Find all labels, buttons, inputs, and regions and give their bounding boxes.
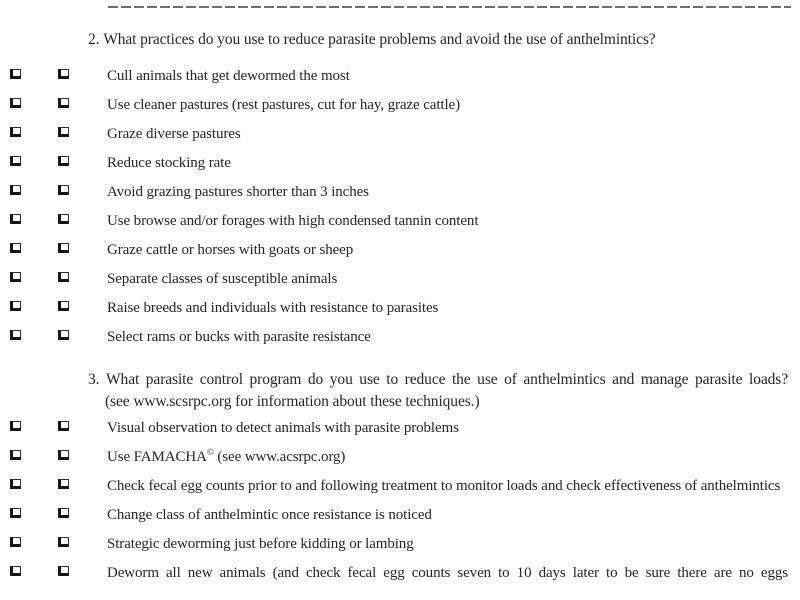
col1-checkbox[interactable] xyxy=(10,508,21,518)
question-3-text: What parasite control program do you use to reduce the use of anthelmintics and manage parasite loads? xyxy=(106,371,788,388)
item-label: Graze cattle or horses with goats or sheep xyxy=(107,242,354,258)
checklist-item xyxy=(0,563,800,583)
checklist-item xyxy=(0,95,800,115)
page-content xyxy=(0,29,800,592)
checklist-item xyxy=(0,211,800,231)
col1-checkbox[interactable] xyxy=(10,450,21,460)
question-2-text: What practices do you use to reduce parasite problems and avoid the use of anthelmintics? xyxy=(103,31,656,48)
col2-checkbox[interactable] xyxy=(58,98,69,108)
col2-checkbox[interactable] xyxy=(58,185,69,195)
item-label: Graze diverse pastures xyxy=(107,126,241,142)
item-label: Strategic deworming just before kidding or lambing xyxy=(107,536,414,552)
col2-checkbox[interactable] xyxy=(58,127,69,137)
question-3-note: (see www.scsrpc.org for information about these techniques.) xyxy=(105,393,480,410)
item-label: Use cleaner pastures (rest pastures, cut for hay, graze cattle) xyxy=(107,97,460,113)
item-label: Avoid grazing pastures shorter than 3 inches xyxy=(107,184,369,200)
col1-checkbox[interactable] xyxy=(10,330,21,340)
item-label: Separate classes of susceptible animals xyxy=(107,271,338,287)
col2-checkbox[interactable] xyxy=(58,421,69,431)
col2-checkbox[interactable] xyxy=(58,479,69,489)
item-label: Cull animals that get dewormed the most xyxy=(107,68,350,84)
checklist-item xyxy=(0,240,800,260)
checklist-item xyxy=(0,327,800,347)
question-3-heading xyxy=(88,369,788,413)
col1-checkbox[interactable] xyxy=(10,214,21,224)
checklist-item xyxy=(0,66,800,86)
col2-checkbox[interactable] xyxy=(58,243,69,253)
col1-checkbox[interactable] xyxy=(10,156,21,166)
item-label: Reduce stocking rate xyxy=(107,155,231,171)
col2-checkbox[interactable] xyxy=(58,69,69,79)
col1-checkbox[interactable] xyxy=(10,537,21,547)
col2-checkbox[interactable] xyxy=(58,537,69,547)
checklist-item xyxy=(0,298,800,318)
question-2-number: 2. xyxy=(88,31,100,48)
item-label: Visual observation to detect animals with parasite problems xyxy=(107,420,459,436)
question-2-heading xyxy=(88,29,788,50)
checklist-item xyxy=(0,269,800,289)
item-label: Use browse and/or forages with high condensed tannin content xyxy=(107,213,479,229)
item-label: Change class of anthelmintic once resistance is noticed xyxy=(107,507,432,523)
col1-checkbox[interactable] xyxy=(10,127,21,137)
checklist-item xyxy=(0,505,800,525)
col2-checkbox[interactable] xyxy=(58,330,69,340)
col1-checkbox[interactable] xyxy=(10,272,21,282)
col2-checkbox[interactable] xyxy=(58,566,69,576)
item-label xyxy=(107,447,788,467)
item-label: Raise breeds and individuals with resistance to parasites xyxy=(107,300,439,316)
famacha-label-text: Use FAMACHA xyxy=(107,449,207,465)
col2-checkbox[interactable] xyxy=(58,450,69,460)
col2-checkbox[interactable] xyxy=(58,214,69,224)
col2-checkbox[interactable] xyxy=(58,156,69,166)
checklist-item xyxy=(0,534,800,554)
question-2-line xyxy=(88,29,788,50)
checklist-item xyxy=(0,182,800,202)
col1-checkbox[interactable] xyxy=(10,243,21,253)
col2-checkbox[interactable] xyxy=(58,508,69,518)
item-label: Check fecal egg counts prior to and following treatment to monitor loads and check effectiveness of anthelmintics xyxy=(107,478,781,494)
col1-checkbox[interactable] xyxy=(10,301,21,311)
col1-checkbox[interactable] xyxy=(10,479,21,489)
col1-checkbox[interactable] xyxy=(10,69,21,79)
famacha-label-suffix: (see www.acsrpc.org) xyxy=(213,449,346,465)
col1-checkbox[interactable] xyxy=(10,421,21,431)
question-3-number: 3. xyxy=(88,371,100,388)
col2-checkbox[interactable] xyxy=(58,272,69,282)
item-label: Deworm all new animals (and check fecal egg counts seven to 10 days later to be sure there are no eggs xyxy=(107,565,788,581)
col1-checkbox[interactable] xyxy=(10,566,21,576)
checklist-item xyxy=(0,153,800,173)
answer-blank-line xyxy=(108,6,791,8)
checklist-item xyxy=(0,418,800,438)
item-label: Select rams or bucks with parasite resistance xyxy=(107,329,371,345)
col1-checkbox[interactable] xyxy=(10,185,21,195)
copyright-superscript: © xyxy=(206,447,214,457)
checklist-item xyxy=(0,124,800,144)
col1-checkbox[interactable] xyxy=(10,98,21,108)
question-3-line xyxy=(88,369,788,390)
checklist-item xyxy=(0,476,800,496)
checklist-item xyxy=(0,447,800,467)
col2-checkbox[interactable] xyxy=(58,301,69,311)
